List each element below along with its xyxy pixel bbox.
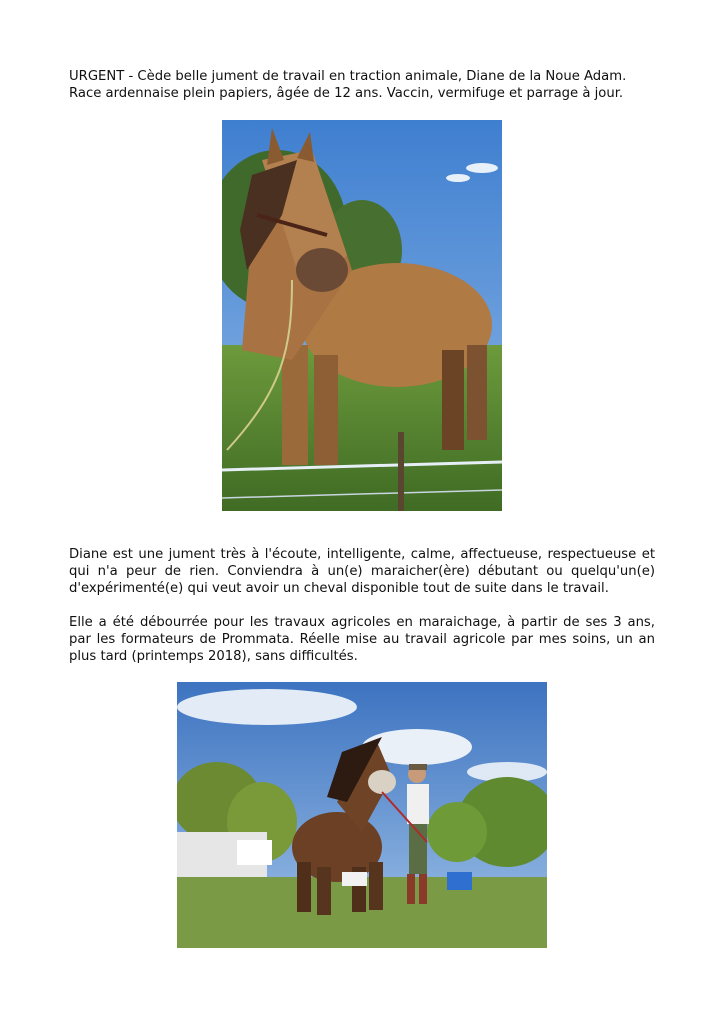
intro-line-2: Race ardennaise plein papiers, âgée de 12 ans. Vaccin, vermifuge et parrage à jour.	[69, 86, 624, 101]
intro-line-1: URGENT - Cède belle jument de travail en traction animale, Diane de la Noue Adam.	[69, 69, 627, 84]
description-paragraph: Diane est une jument très à l'écoute, intelligente, calme, affectueuse, respectueuse et qui n'a peur de rien. Conviendra à un(e) maraicher(ère) débutant ou quelqu'un(e) d'expérimenté(e) qui veut avoir un cheval disponible tout de suite dans le travail.	[69, 547, 655, 596]
intro-paragraph	[69, 68, 655, 102]
horse-training-photo	[177, 682, 547, 948]
training-paragraph: Elle a été débourrée pour les travaux agricoles en maraichage, à partir de ses 3 ans, par les formateurs de Prommata. Réelle mise au travail agricole par mes soins, un an plus tard (printemps 2018), sans difficultés.	[69, 615, 655, 664]
horse-standing-photo	[222, 120, 502, 511]
